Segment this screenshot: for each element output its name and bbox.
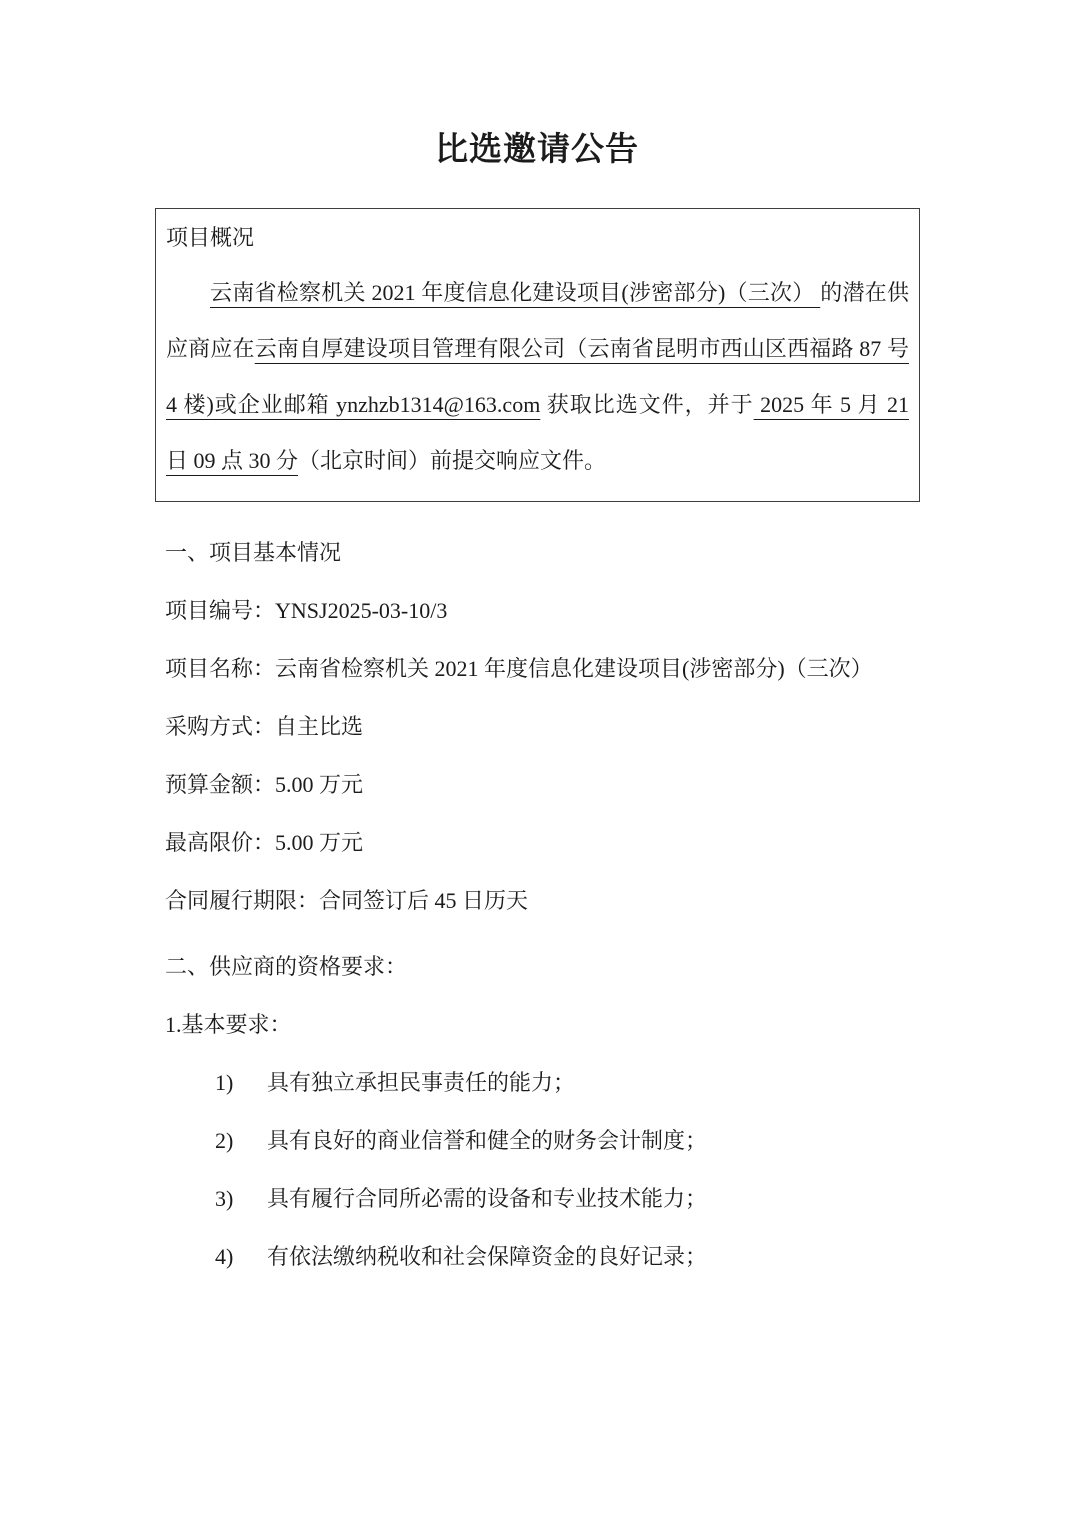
field-contract-period: 合同履行期限：合同签订后 45 日历天 xyxy=(165,888,529,913)
requirement-number: 2) xyxy=(215,1128,234,1153)
requirement-item xyxy=(165,1170,920,1228)
field-budget-amount: 预算金额：5.00 万元 xyxy=(165,772,364,797)
requirement-text: 具有履行合同所必需的设备和专业技术能力； xyxy=(267,1186,708,1211)
requirement-item xyxy=(165,1112,920,1170)
requirement-item xyxy=(165,1228,920,1286)
field-max-price: 最高限价：5.00 万元 xyxy=(165,830,364,855)
field-project-name: 项目名称：云南省检察机关 2021 年度信息化建设项目(涉密部分)（三次） xyxy=(165,656,873,681)
overview-deadline-underlined: 2025 年 5 月 21 日 09 点 30 分 xyxy=(166,392,909,473)
requirement-number: 4) xyxy=(215,1244,234,1269)
overview-project-name-underlined: 云南省检察机关 2021 年度信息化建设项目(涉密部分)（三次） xyxy=(210,280,821,305)
overview-heading: 项目概况 xyxy=(166,225,255,250)
overview-paragraph xyxy=(166,265,909,489)
field-project-number: 项目编号：YNSJ2025-03-10/3 xyxy=(165,598,448,623)
section2-subheading: 1.基本要求： xyxy=(165,1012,292,1037)
requirement-number: 3) xyxy=(215,1186,234,1211)
page-title: 比选邀请公告 xyxy=(435,132,639,168)
overview-text: 获取比选文件，并于 xyxy=(540,392,754,417)
requirement-number: 1) xyxy=(215,1070,234,1095)
field-procurement-method: 采购方式：自主比选 xyxy=(165,714,364,739)
section1-heading: 一、项目基本情况 xyxy=(165,540,342,565)
overview-agency-address-email-underlined: 云南自厚建设项目管理有限公司（云南省昆明市西山区西福路 87 号 4 楼)或企业邮箱 ynzhzb1314@163.com xyxy=(166,336,909,417)
project-overview-box xyxy=(155,208,920,502)
requirement-text: 具有独立承担民事责任的能力； xyxy=(267,1070,576,1095)
document-body xyxy=(165,524,920,1286)
requirement-text: 具有良好的商业信誉和健全的财务会计制度； xyxy=(267,1128,708,1153)
overview-text: 的潜在供应商应在 xyxy=(166,280,909,361)
requirement-text: 有依法缴纳税收和社会保障资金的良好记录； xyxy=(267,1244,708,1269)
overview-text: （北京时间）前提交响应文件。 xyxy=(298,448,607,473)
requirement-item xyxy=(165,1054,920,1112)
section2-heading: 二、供应商的资格要求： xyxy=(165,954,408,979)
